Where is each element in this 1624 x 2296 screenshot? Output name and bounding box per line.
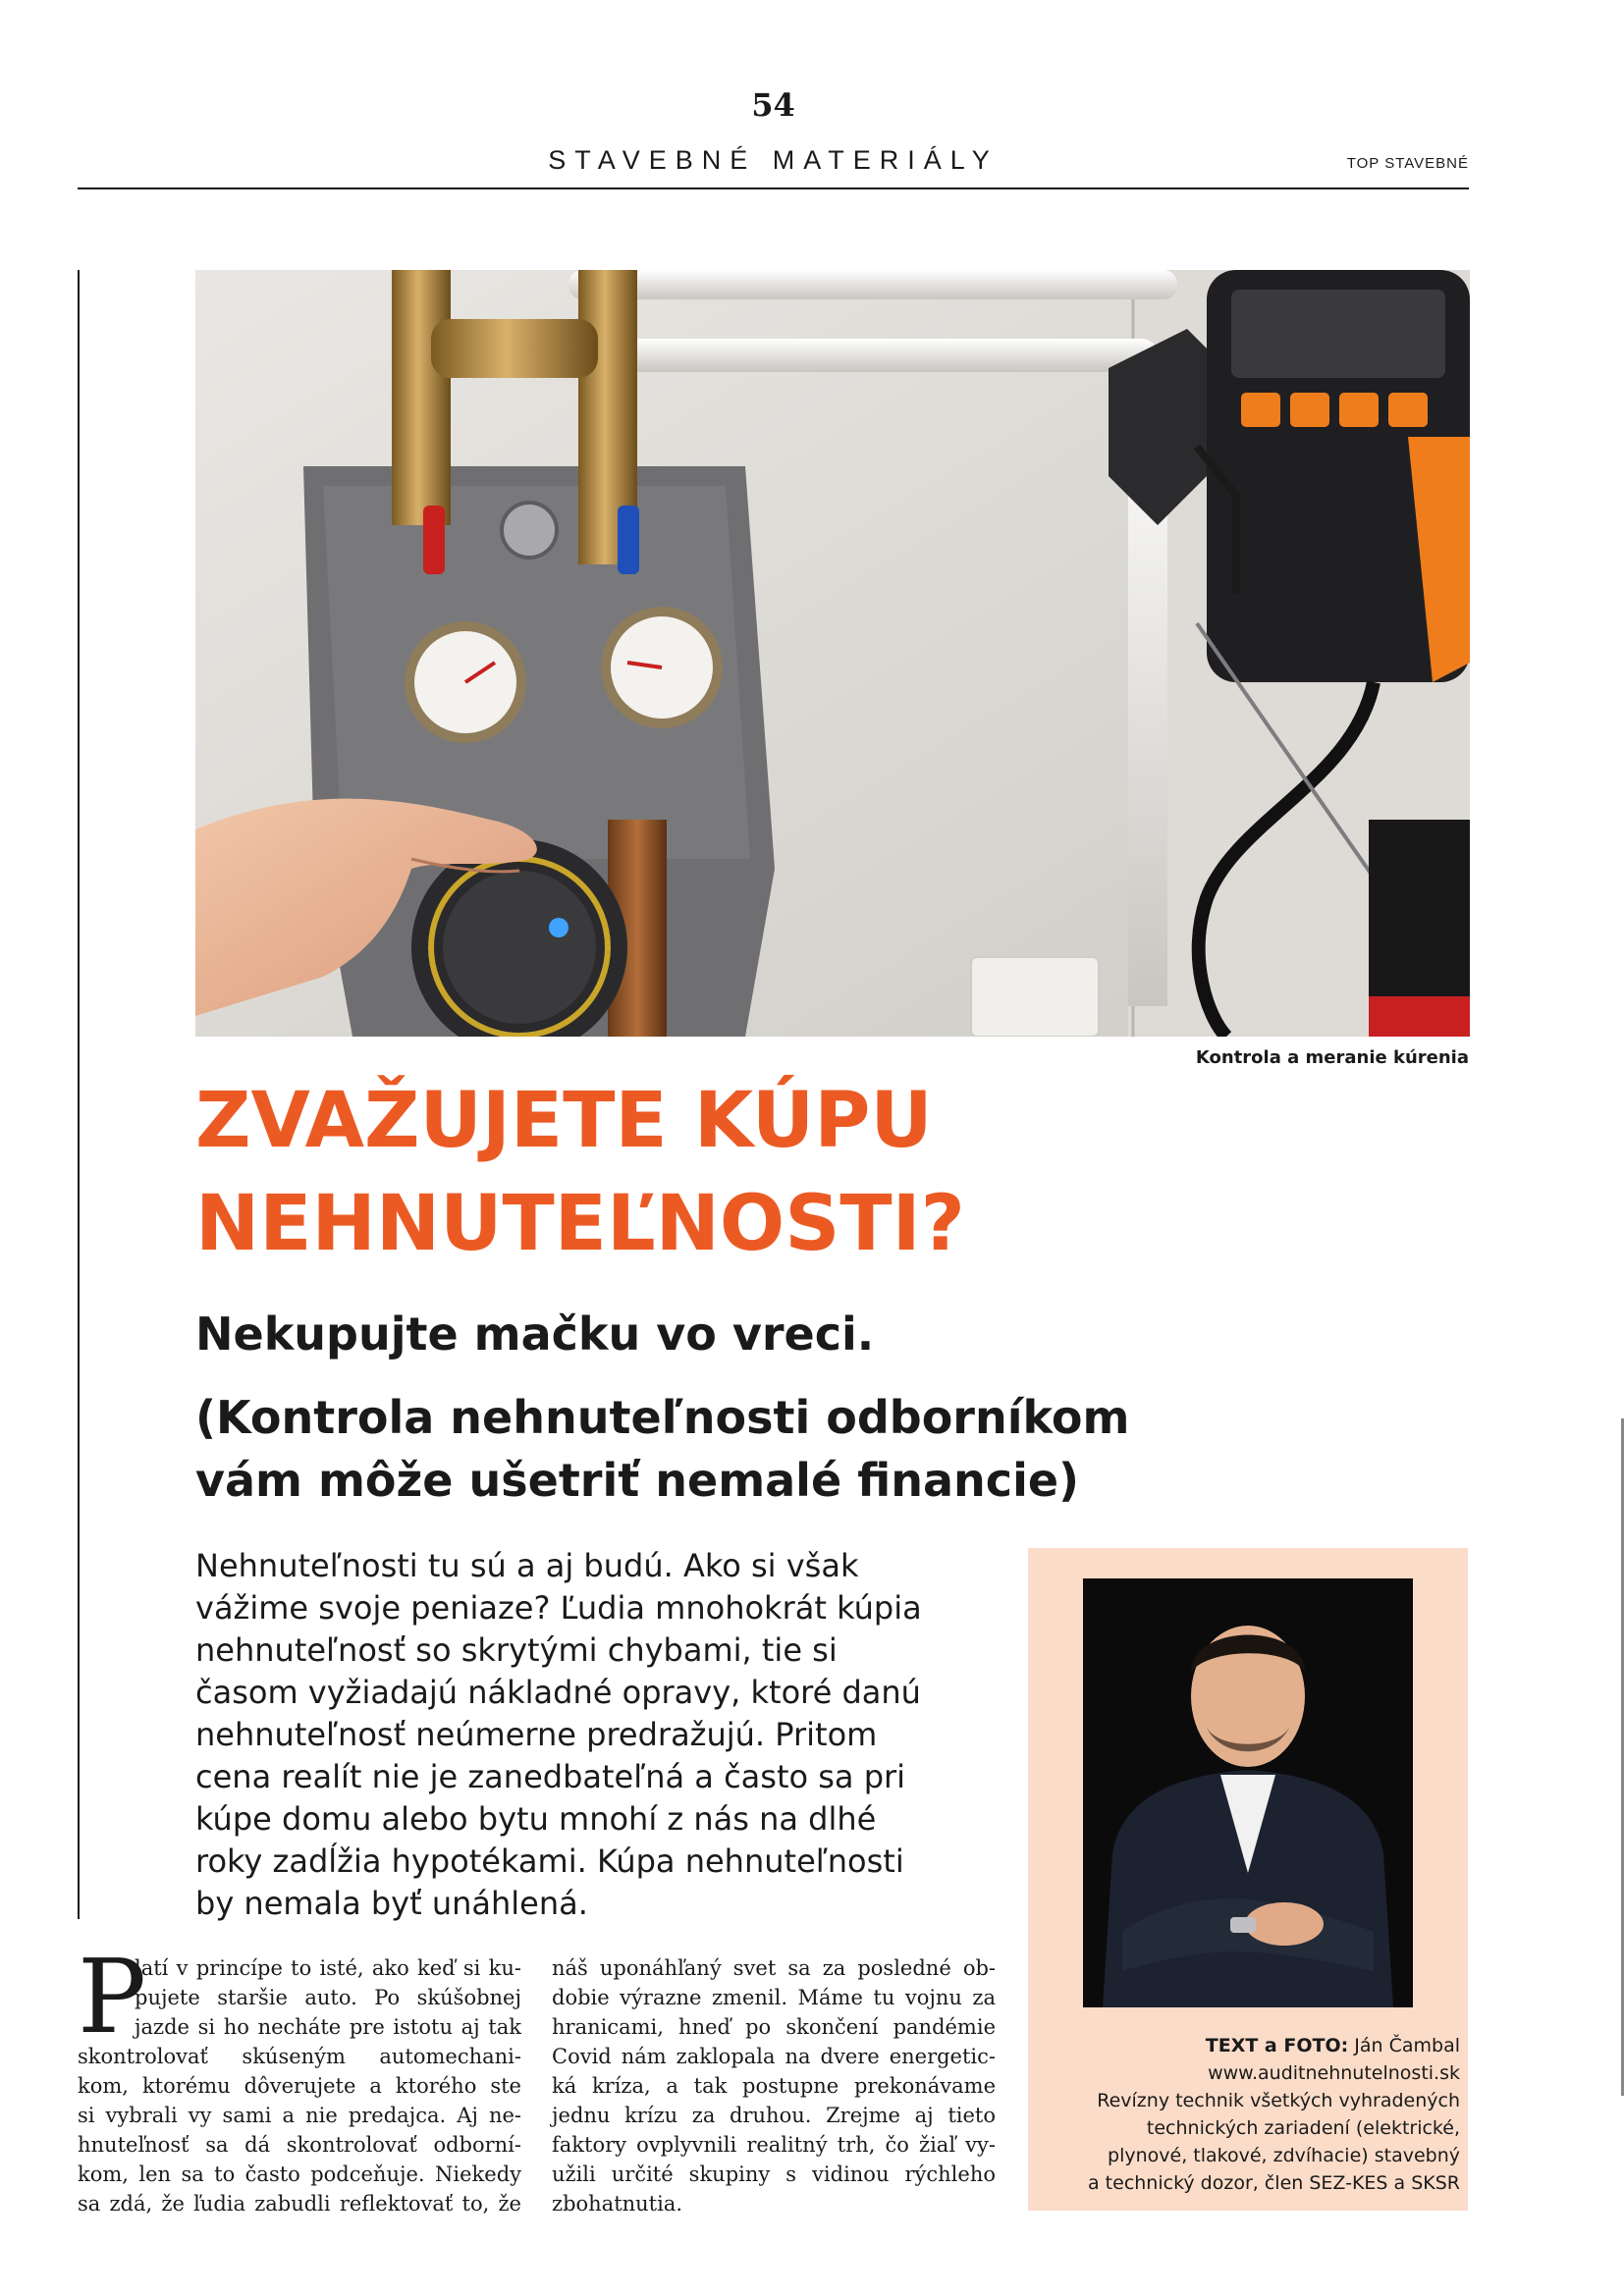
body-line: latí v princípe to isté, ako keď si ku- (135, 1956, 521, 1980)
body-line: ká kríza, a tak postupne prekonávame (552, 2074, 996, 2098)
photo-caption: Kontrola a meranie kúrenia (1195, 1047, 1469, 1068)
article-subheadline: Nekupujte mačku vo vreci. (195, 1308, 875, 1361)
headline-line-1: ZVAŽUJETE KÚPU (195, 1077, 933, 1165)
section-title: STAVEBNÉ MATERIÁLY (548, 145, 999, 175)
author-bio-line: Revízny technik všetkých vyhradených (1097, 2090, 1460, 2111)
body-line: skontrolovať skúseným automechani- (78, 2045, 521, 2068)
heating-inspection-photo (195, 270, 1470, 1037)
lead-line: kúpe domu alebo bytu mnohí z nás na dlhé (195, 1800, 877, 1838)
subheadline-note-line-2: vám môže ušetriť nemalé financie) (195, 1454, 1080, 1507)
author-bio-line: a technický dozor, člen SEZ-KES a SKSR (1088, 2172, 1460, 2194)
body-line: hranicami, hneď po skončení pandémie (552, 2015, 996, 2039)
author-credits (1028, 2032, 1460, 2197)
body-line: jednu krízu za druhou. Zrejme aj tieto (552, 2104, 996, 2127)
page-number: 54 (751, 86, 795, 124)
body-line: zbohatnutia. (552, 2192, 683, 2216)
author-bio-line: plynové, tlakové, zdvíhacie) stavebný (1108, 2145, 1460, 2166)
author-name: Ján Čambal (1354, 2035, 1460, 2056)
body-line: náš uponáhľaný svet sa za posledné ob- (552, 1956, 996, 1980)
body-line: kom, ktorému dôverujete a ktorého ste (78, 2074, 521, 2098)
lead-line: by nemala byť unáhlená. (195, 1885, 588, 1922)
lead-line: vážime svoje peniaze? Ľudia mnohokrát kúpia (195, 1589, 922, 1627)
lead-line: Nehnuteľnosti tu sú a aj budú. Ako si však (195, 1547, 859, 1584)
author-website[interactable]: www.auditnehnutelnosti.sk (1208, 2062, 1460, 2084)
lead-paragraph (195, 1545, 1010, 1925)
header-divider (78, 187, 1469, 189)
author-byline (1028, 2032, 1460, 2059)
magazine-brand: TOP STAVEBNÉ (1346, 155, 1469, 172)
author-bio-line: technických zariadení (elektrické, (1146, 2117, 1460, 2139)
lead-line: nehnuteľnosť neúmerne predražujú. Pritom (195, 1716, 878, 1753)
body-line: faktory ovplyvnili realitný trh, čo žiaľ vy- (552, 2133, 996, 2157)
body-line: pujete staršie auto. Po skúšobnej (135, 1986, 521, 2009)
lead-line: časom vyžiadajú nákladné opravy, ktoré danú (195, 1674, 921, 1711)
author-label: TEXT a FOTO: (1205, 2035, 1349, 2056)
lead-line: roky zadĺžia hypotékami. Kúpa nehnuteľnosti (195, 1842, 904, 1880)
body-line: hnuteľnosť sa dá skontrolovať odborní- (78, 2133, 521, 2157)
body-line: užili určité skupiny s vidinou rýchleho (552, 2163, 996, 2186)
author-portrait (1083, 1578, 1413, 2007)
article-subheadline-note (195, 1386, 1275, 1512)
body-line: si vybrali vy sami a nie predajca. Aj ne- (78, 2104, 521, 2127)
body-line: jazde si ho necháte pre istotu aj tak (135, 2015, 521, 2039)
body-line: kom, len sa to často podceňuje. Niekedy (78, 2163, 521, 2186)
body-column-2 (552, 1953, 996, 2218)
body-line: sa zdá, že ľudia zabudli reflektovať to, že (78, 2192, 521, 2216)
left-margin-rule (78, 270, 80, 1919)
article-headline (195, 1070, 1275, 1276)
body-column-1 (78, 1937, 521, 2218)
headline-line-2: NEHNUTEĽNOSTI? (195, 1180, 965, 1268)
lead-line: cena realít nie je zanedbateľná a často sa pri (195, 1758, 906, 1795)
drop-cap: P (78, 1937, 146, 2056)
lead-line: nehnuteľnosť so skrytými chybami, tie si (195, 1631, 838, 1669)
subheadline-note-line-1: (Kontrola nehnuteľnosti odborníkom (195, 1391, 1130, 1444)
body-line: dobie výrazne zmenil. Máme tu vojnu za (552, 1986, 996, 2009)
body-line: Covid nám zaklopala na dvere energetic- (552, 2045, 996, 2068)
